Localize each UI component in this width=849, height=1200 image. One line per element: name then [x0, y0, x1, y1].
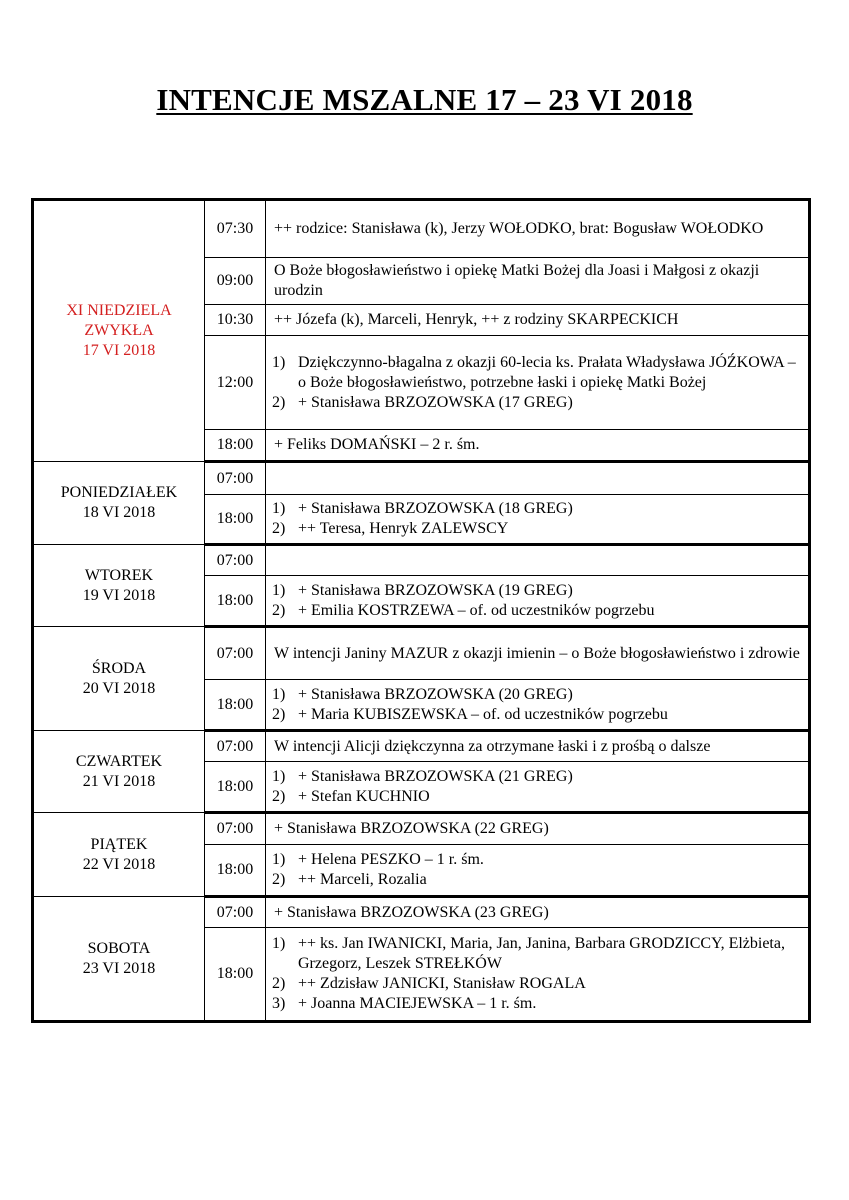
- mass-intention: [266, 545, 810, 576]
- intention-text: ++ ks. Jan IWANICKI, Maria, Jan, Janina, Barbara GRODZICCY, Elżbieta, Grzegorz, Leszek STREŁKÓW: [298, 935, 785, 972]
- mass-time: 18:00: [205, 576, 266, 627]
- mass-intention: [266, 336, 810, 430]
- intention-list: [272, 581, 804, 621]
- mass-intention: [266, 928, 810, 1022]
- intention-text: O Boże błogosławieństwo i opiekę Matki Bożej dla Joasi i Małgosi z okazji urodzin: [274, 262, 760, 299]
- mass-time: 18:00: [205, 845, 266, 897]
- mass-intention: [266, 762, 810, 813]
- mass-time: 18:00: [205, 495, 266, 545]
- day-name: ŚRODA: [91, 659, 147, 677]
- intention-item: [272, 767, 804, 787]
- mass-row: [33, 731, 810, 762]
- mass-time: 07:00: [205, 731, 266, 762]
- intention-text: + Maria KUBISZEWSKA – of. od uczestników pogrzebu: [298, 705, 668, 723]
- day-date: 23 VI 2018: [82, 959, 156, 977]
- mass-time: 09:00: [205, 258, 266, 305]
- day-cell: [33, 627, 205, 731]
- intention-item: [272, 850, 804, 870]
- intention-item: [272, 705, 804, 725]
- day-cell: [33, 731, 205, 813]
- day-cell: [33, 462, 205, 545]
- page-title: INTENCJE MSZALNE 17 – 23 VI 2018: [156, 82, 693, 117]
- intention-item: [272, 974, 804, 994]
- intention-item: [272, 353, 804, 393]
- intention-number: 2): [272, 601, 286, 619]
- intention-number: 2): [272, 975, 286, 992]
- mass-row: [33, 813, 810, 845]
- intention-text: + Stanisława BRZOZOWSKA (17 GREG): [298, 393, 573, 411]
- intention-item: [272, 934, 804, 974]
- day-date: 21 VI 2018: [82, 772, 156, 790]
- mass-time: 07:00: [205, 545, 266, 576]
- day-name: PIĄTEK: [90, 835, 148, 853]
- intention-number: 1): [272, 935, 286, 952]
- day-name: WTOREK: [84, 566, 154, 584]
- intention-item: [272, 519, 804, 539]
- intention-list: [272, 353, 804, 413]
- intention-text: + Stanisława BRZOZOWSKA (22 GREG): [274, 820, 549, 837]
- mass-time: 12:00: [205, 336, 266, 430]
- intention-list: [272, 934, 804, 1014]
- intention-number: 2): [272, 520, 286, 537]
- intention-number: 1): [272, 500, 286, 517]
- day-date: 17 VI 2018: [82, 342, 156, 359]
- day-date: 20 VI 2018: [82, 679, 156, 697]
- mass-time: 07:00: [205, 627, 266, 680]
- intention-list: [272, 767, 804, 807]
- mass-time: 07:00: [205, 462, 266, 495]
- day-name: PONIEDZIAŁEK: [60, 484, 178, 501]
- mass-intention: [266, 576, 810, 627]
- intention-text: Dziękczynno-błagalna z okazji 60-lecia ks. Prałata Władysława JÓŹKOWA – o Boże błogosławieństwo, potrzebne łaski i opiekę Matki Bożej: [298, 353, 796, 391]
- day-cell: [33, 897, 205, 1022]
- mass-time: 07:30: [205, 200, 266, 258]
- intention-number: 2): [272, 871, 286, 888]
- day-name: XI NIEDZIELA: [66, 302, 172, 319]
- mass-intention: [266, 627, 810, 680]
- intention-number: 2): [272, 787, 286, 805]
- intention-text: ++ Józefa (k), Marceli, Henryk, ++ z rodziny SKARPECKICH: [274, 311, 679, 328]
- intention-item: [272, 499, 804, 519]
- intention-number: 2): [272, 393, 286, 411]
- mass-time: 10:30: [205, 305, 266, 336]
- mass-time: 18:00: [205, 928, 266, 1022]
- mass-time: 18:00: [205, 680, 266, 731]
- mass-row: [33, 462, 810, 495]
- intention-number: 1): [272, 353, 286, 371]
- intention-list: [272, 685, 804, 725]
- intention-text: + Stanisława BRZOZOWSKA (20 GREG): [298, 685, 573, 703]
- mass-row: [33, 200, 810, 258]
- intention-item: [272, 393, 804, 413]
- intention-text: + Stefan KUCHNIO: [298, 787, 430, 805]
- mass-intention: [266, 258, 810, 305]
- mass-time: 07:00: [205, 813, 266, 845]
- intention-text: + Helena PESZKO – 1 r. śm.: [298, 851, 484, 868]
- mass-row: [33, 545, 810, 576]
- intention-number: 1): [272, 685, 286, 703]
- intention-item: [272, 601, 804, 621]
- day-date: 19 VI 2018: [82, 586, 156, 604]
- day-cell: [33, 813, 205, 897]
- mass-intention: [266, 680, 810, 731]
- intention-text: + Stanisława BRZOZOWSKA (21 GREG): [298, 767, 573, 785]
- intention-text: + Stanisława BRZOZOWSKA (23 GREG): [274, 903, 549, 921]
- intention-number: 1): [272, 767, 286, 785]
- intention-text: W intencji Janiny MAZUR z okazji imienin – o Boże błogosławieństwo i zdrowie: [274, 644, 800, 662]
- intention-text: + Emilia KOSTRZEWA – of. od uczestników pogrzebu: [298, 601, 655, 619]
- intention-text: W intencji Alicji dziękczynna za otrzymane łaski i z prośbą o dalsze: [274, 737, 711, 755]
- mass-intention: [266, 731, 810, 762]
- intention-list: [272, 850, 804, 890]
- intention-list: [272, 499, 804, 539]
- mass-row: [33, 897, 810, 928]
- intention-text: + Feliks DOMAŃSKI – 2 r. śm.: [274, 436, 480, 453]
- day-name: SOBOTA: [87, 939, 151, 957]
- intention-number: 2): [272, 705, 286, 723]
- intention-text: ++ rodzice: Stanisława (k), Jerzy WOŁODKO, brat: Bogusław WOŁODKO: [274, 220, 764, 237]
- day-name-line2: ZWYKŁA: [84, 322, 154, 339]
- mass-intention: [266, 845, 810, 897]
- intention-number: 3): [272, 995, 286, 1012]
- intention-text: ++ Teresa, Henryk ZALEWSCY: [298, 520, 509, 537]
- intention-text: ++ Zdzisław JANICKI, Stanisław ROGALA: [298, 975, 586, 992]
- mass-intention: [266, 462, 810, 495]
- mass-intention: [266, 305, 810, 336]
- mass-time: 18:00: [205, 762, 266, 813]
- intention-number: 1): [272, 581, 286, 599]
- intention-number: 1): [272, 851, 286, 868]
- intention-text: + Stanisława BRZOZOWSKA (18 GREG): [298, 500, 573, 517]
- intention-item: [272, 581, 804, 601]
- mass-intentions-table: [31, 198, 811, 1023]
- intention-text: + Stanisława BRZOZOWSKA (19 GREG): [298, 581, 573, 599]
- intention-item: [272, 870, 804, 890]
- intention-text: ++ Marceli, Rozalia: [298, 871, 427, 888]
- day-name: CZWARTEK: [75, 752, 163, 770]
- mass-intention: [266, 495, 810, 545]
- mass-time: 18:00: [205, 430, 266, 462]
- intention-text: + Joanna MACIEJEWSKA – 1 r. śm.: [298, 995, 537, 1012]
- day-cell: [33, 200, 205, 462]
- mass-time: 07:00: [205, 897, 266, 928]
- mass-intention: [266, 200, 810, 258]
- mass-intention: [266, 897, 810, 928]
- intention-item: [272, 685, 804, 705]
- mass-row: [33, 627, 810, 680]
- day-date: 18 VI 2018: [82, 504, 156, 521]
- mass-intention: [266, 813, 810, 845]
- day-cell: [33, 545, 205, 627]
- mass-intention: [266, 430, 810, 462]
- intention-item: [272, 994, 804, 1014]
- day-date: 22 VI 2018: [82, 855, 156, 873]
- intention-item: [272, 787, 804, 807]
